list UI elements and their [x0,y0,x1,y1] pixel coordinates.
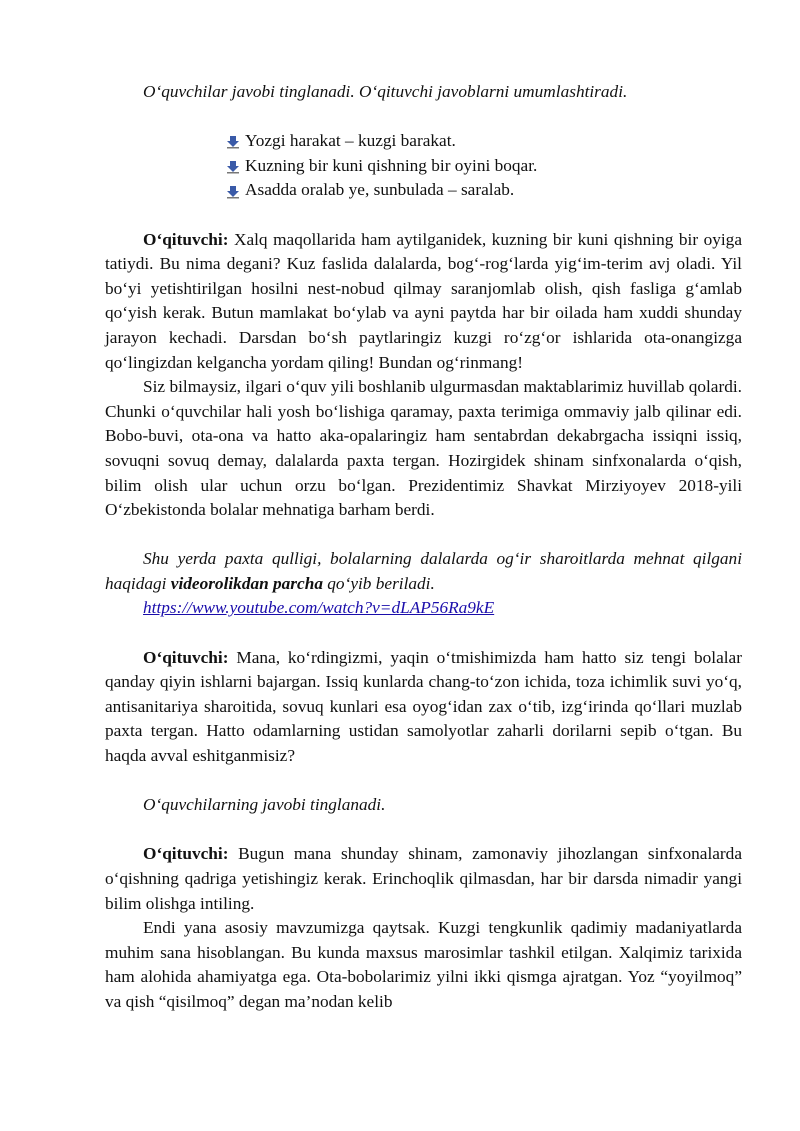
paragraph-equinox: Endi yana asosiy mavzumizga qaytsak. Kuzgi tengkunlik qadimiy madaniyatlarda muhim sana hisoblangan. Bu kunda maxsus marosimlar tashkil etilgan. Xalqimiz tarixida ham alohida ahamiyatga ega. Ota-bobolarimiz yilni ikki qismga ajratgan. Yoz “yoyilmoq” va qish “qisilmoq” degan ma’nodan kelib [105,918,742,1011]
speaker-label: O‘qituvchi: [143,229,229,249]
list-item [226,129,742,154]
video-note [105,547,742,596]
down-arrow-bullet-icon [226,135,240,149]
video-link[interactable]: https://www.youtube.com/watch?v=dLAP56Ra9kE [143,598,495,618]
paragraph-text: Mana, ko‘rdingizmi, yaqin o‘tmishimizda ham hatto siz tengi bolalar qanday qiyin ishlarni bajargan. Issiq kunlarda chang-to‘zon ichida, toza ichimlik suvi yo‘q, antisanitariya sharoitida, sovuq kunlari esa oyog‘idan zax o‘tib, izg‘irinda qo‘llari muzlab paxta tergan. Hatto odamlarning ustidan samolyotlar zaharli dorilarni sepib o‘tgan. Bu haqda avval eshitganmisiz? [105,647,742,766]
proverb-text: Yozgi harakat – kuzgi barakat. [245,131,456,151]
video-link-line [105,596,742,621]
paragraph-history: Siz bilmaysiz, ilgari o‘quv yili boshlanib ulgurmasdan maktablarimiz huvillab qolardi. Chunki o‘quvchilar hali yosh bo‘lishiga qaramay, paxta terimiga ommaviy jalb qilinar edi. Bobo-buvi, ota-ona va hatto aka-opalaringiz ham sentabrdan dekabrgacha issiqni issiq, sovuqni sovuq demay, dalalarda paxta tergan. Hozirgidek shinam sinfxonalarda o‘qish, bilim olish ular uchun orzu bo‘lgan. Prezidentimiz Shavkat Mirziyoyev 2018-yili O‘zbekistonda bolalar mehnatiga barham berdi. [105,377,742,520]
proverb-text: Kuzning bir kuni qishning bir oyini boqar. [245,155,538,175]
teacher-paragraph-3 [105,842,742,916]
paragraph-text: Bugun mana shunday shinam, zamonaviy jihozlangan sinfxonalarda o‘qishning qadriga yetishingiz kerak. Erinchoqlik qilmasdan, har bir darsda nimadir yangi bilim olishga intiling. [105,844,742,913]
list-item [226,154,742,179]
list-item [226,178,742,203]
video-note-bold: videorolikdan parcha [170,573,323,593]
video-note-text-end: qo‘yib beriladi. [322,573,435,593]
speaker-label: O‘qituvchi: [143,647,229,667]
proverb-text: Asadda oralab ye, sunbulada – saralab. [245,180,515,200]
speaker-label: O‘qituvchi: [143,844,229,864]
paragraph-text: Xalq maqollarida ham aytilganidek, kuzning bir kuni qishning bir oyiga tatiydi. Bu nima degani? Kuz faslida dalalarda, bog‘-rog‘larda yig‘im-terim avj oladi. Yil bo‘yi yetishtirilgan hosilni nest-nobud qilmay saranjomlab olish, qish fasliga g‘amlab qo‘yish kerak. Butun mamlakat bo‘ylab va ayni paytda har bir oilada ham xuddi shunday jarayon kechadi. Darsdan bo‘sh paytlaringiz kuzgi ro‘zg‘or ishlarida ota-onangizga qo‘lingizdan kelgancha yordam qiling! Bundan og‘rinmang! [105,229,742,372]
proverb-list [105,129,742,203]
down-arrow-bullet-icon [226,185,240,199]
students-answer-note: O‘quvchilar javobi tinglanadi. O‘qituvchi javoblarni umumlashtiradi. [143,82,628,101]
teacher-paragraph-1 [105,228,742,376]
students-answer-note-2: O‘quvchilarning javobi tinglanadi. [143,795,386,815]
down-arrow-bullet-icon [226,160,240,174]
video-note-text: Shu yerda paxta qulligi, bolalarning dalalarda og‘ir sharoitlarda mehnat qilgani haqidagi [105,549,742,593]
document-body [105,80,742,1015]
teacher-paragraph-2 [105,646,742,769]
